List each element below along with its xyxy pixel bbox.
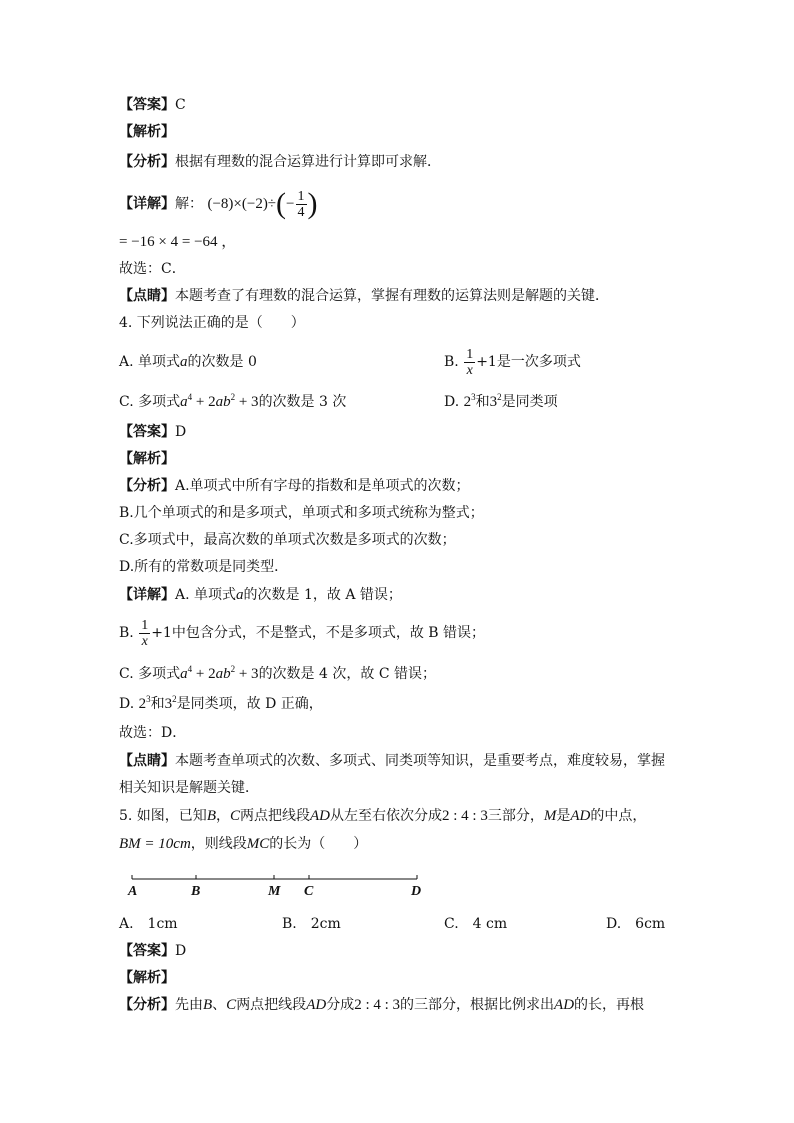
point-a-label: A	[128, 884, 138, 899]
fenxi-text: 根据有理数的混合运算进行计算即可求解．	[175, 154, 441, 170]
q5-option-b: B. 2cm	[282, 916, 341, 932]
option-a-tail: 的次数是 0	[187, 354, 257, 370]
q3-choose-line: 故选：C．	[119, 261, 186, 277]
dianjing-text-1: 本题考查单项式的次数、多项式、同类项等知识，是重要考点，难度较易，掌握	[175, 753, 665, 769]
q5-option-c: C. 4 cm	[444, 916, 508, 932]
stem-b: B	[206, 808, 216, 824]
answer-value: D	[175, 943, 187, 959]
q3-step-line: = −16 × 4 = −64 ，	[119, 234, 237, 250]
stem-part5: 是	[556, 808, 571, 824]
q3-xiangjie-line: 【详解】解： (−8)×(−2)÷(− $\frac{1}{4}$ )	[119, 187, 318, 220]
q5-stem-line2	[119, 834, 367, 854]
xiangjie-c-label: C. 多项式	[119, 666, 181, 682]
dianjing-tag: 【点睛】	[119, 288, 175, 304]
stem-mc: MC	[246, 836, 270, 852]
option-b-label: B.	[444, 354, 459, 370]
q4-fenxi-line4: D.所有的常数项是同类型．	[119, 559, 289, 575]
option-c-tail: 的次数是 3 次	[258, 394, 347, 410]
fenxi-ad: AD	[306, 997, 327, 1013]
fenxi-tag: 【分析】	[119, 154, 175, 170]
answer-value: C	[175, 97, 186, 113]
fenxi-ad-2: AD	[554, 997, 575, 1013]
q4-fenxi-line2: B.几个单项式的和是多项式，单项式和多项式统称为整式；	[119, 505, 484, 521]
q5-option-d: D. 6cm	[606, 916, 666, 932]
q3-analysis-heading: 【解析】	[119, 124, 175, 140]
dianjing-text: 本题考查了有理数的混合运算，掌握有理数的运算法则是解题的关键．	[175, 288, 609, 304]
q4-dianjing-line1	[119, 751, 665, 771]
answer-tag: 【答案】	[119, 943, 175, 959]
stem-ratio: 2 : 4 : 3	[442, 808, 488, 824]
q4-analysis-heading: 【解析】	[119, 451, 175, 467]
q4-fenxi-line3: C.多项式中，最高次数的单项式次数是多项式的次数；	[119, 532, 456, 548]
q4-fenxi-line1	[119, 476, 470, 496]
stem-c: C	[229, 808, 240, 824]
stem-part1: 5. 如图，已知	[119, 808, 207, 824]
stem-m: M	[543, 808, 557, 824]
point-d-label: D	[411, 884, 422, 899]
fenxi-part4: 的三部分，根据比例求出	[400, 997, 555, 1013]
xiangjie-tag: 【详解】	[119, 196, 175, 212]
stem-ad-2: AD	[570, 808, 591, 824]
q5-option-a: A. 1cm	[119, 916, 178, 932]
option-b-frac-den: x	[466, 362, 473, 378]
q3-dianjing-line	[119, 286, 609, 306]
q4-stem: 4. 下列说法正确的是（ ）	[119, 315, 305, 331]
q4-option-d: D. $2^3$和$3^2$是同类项	[444, 392, 558, 410]
q4-option-b	[444, 345, 581, 379]
answer-tag: 【答案】	[119, 97, 175, 113]
option-b-tail: +1是一次多项式	[476, 354, 581, 370]
option-d-label: D.	[444, 394, 460, 410]
q4-option-c: C. 多项式$a^4 + 2ab^2 + 3$的次数是 3 次	[119, 392, 347, 410]
stem-line2-end: 的长为（ ）	[269, 836, 368, 852]
xiangjie-prefix: 解：	[175, 196, 203, 212]
fenxi-c: C	[226, 997, 237, 1013]
fenxi-b: B	[203, 997, 213, 1013]
xiangjie-c-tail: 的次数是 4 次，故 C 错误；	[258, 666, 436, 682]
q5-answer-line	[119, 941, 186, 961]
xiangjie-a-label: A. 单项式	[175, 587, 237, 603]
q5-analysis-heading: 【解析】	[119, 970, 175, 986]
segment-figure	[119, 864, 439, 904]
q4-dianjing-line2: 相关知识是解题关键．	[119, 780, 259, 796]
fenxi-tag: 【分析】	[119, 997, 175, 1013]
fenxi-ratio: 2 : 4 : 3	[354, 997, 401, 1013]
fenxi-part3: 分成	[326, 997, 355, 1013]
q3-fenxi-line	[119, 152, 441, 172]
point-b-label: B	[191, 884, 201, 899]
option-a-var: a	[180, 354, 188, 370]
point-c-label: C	[304, 884, 314, 899]
expression-left: (−8)×(−2)÷	[207, 196, 277, 212]
stem-part2: 两点把线段	[240, 808, 310, 824]
q4-xiangjie-d: D. $2^3$和$3^2$是同类项，故 D 正确，	[119, 694, 323, 712]
stem-bm: BM = 10cm	[119, 836, 191, 852]
fenxi-part1: 先由	[175, 997, 203, 1013]
q4-option-a	[119, 352, 257, 372]
xiangjie-d-tail: 是同类项，故 D 正确，	[176, 696, 323, 712]
fenxi-part2: 两点把线段	[236, 997, 307, 1013]
q4-xiangjie-b: B. $\frac{1}{x}$ +1中包含分式，不是整式，不是多项式，故 B 错误；	[119, 617, 486, 649]
dianjing-tag: 【点睛】	[119, 753, 175, 769]
option-c-label: C. 多项式	[119, 394, 181, 410]
fenxi-tag: 【分析】	[119, 478, 175, 494]
q5-stem-line1: 5. 如图，已知B，C两点把线段AD从左至右依次分成2 : 4 : 3三部分，M是AD的中点，	[119, 808, 647, 824]
xiangjie-b-label: B.	[119, 625, 134, 641]
option-b-frac-num: 1	[466, 346, 474, 362]
expr-frac-num: 1	[297, 188, 305, 204]
q4-answer-line	[119, 422, 186, 442]
fenxi-part5: 的长，再根	[574, 997, 645, 1013]
q4-xiangjie-a: 【详解】A. 单项式a的次数是 1，故 A 错误；	[119, 587, 402, 603]
expr-frac-den: 4	[297, 204, 305, 220]
point-m-label: M	[268, 884, 281, 899]
xiangjie-a-tail: 的次数是 1，故 A 错误；	[243, 587, 402, 603]
answer-value: D	[175, 424, 187, 440]
stem-part6: 的中点，	[590, 808, 647, 824]
stem-part4: 三部分，	[487, 808, 544, 824]
answer-tag: 【答案】	[119, 424, 175, 440]
xiangjie-b-tail: +1中包含分式，不是整式，不是多项式，故 B 错误；	[151, 625, 486, 641]
q3-answer-line	[119, 95, 186, 115]
q5-fenxi-line: 【分析】先由B、C两点把线段AD分成2 : 4 : 3的三部分，根据比例求出AD的长，再根	[119, 997, 645, 1013]
xiangjie-tag: 【详解】	[119, 587, 175, 603]
xiangjie-d-label: D.	[119, 696, 135, 712]
fenxi-text-1: A.单项式中所有字母的指数和是单项式的次数；	[175, 478, 470, 494]
q4-xiangjie-c: C. 多项式$a^4 + 2ab^2 + 3$的次数是 4 次，故 C 错误；	[119, 664, 436, 682]
stem-part3: 从左至右依次分成	[330, 808, 442, 824]
stem-line2-tail: ，则线段	[190, 836, 247, 852]
q4-choose-line: 故选：D．	[119, 725, 187, 741]
option-d-tail: 是同类项	[501, 394, 558, 410]
stem-ad: AD	[310, 808, 330, 824]
option-a-label: A. 单项式	[119, 354, 181, 370]
